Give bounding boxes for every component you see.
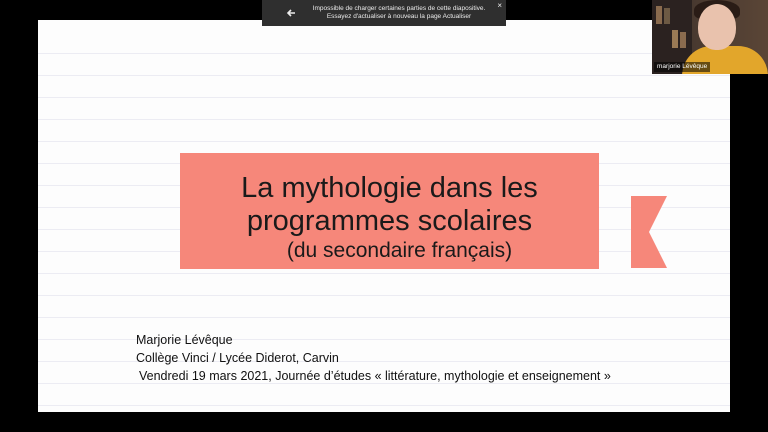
slide-title-line-1: La mythologie dans les — [241, 172, 538, 204]
back-arrow-icon[interactable] — [286, 8, 296, 18]
slide-credits — [136, 331, 611, 385]
ribbon-right-tail — [631, 196, 667, 268]
slide-title-line-2: programmes scolaires — [246, 205, 533, 237]
event-line: Vendredi 19 mars 2021, Journée d’études « littérature, mythologie et enseignement » — [139, 369, 611, 383]
close-icon[interactable]: × — [497, 1, 502, 10]
notification-line-1: Impossible de charger certaines parties de cette diapositive. — [312, 5, 486, 12]
notification-message — [304, 5, 494, 21]
author-name: Marjorie Lévêque — [136, 333, 233, 347]
slide-subtitle: (du secondaire français) — [286, 239, 513, 262]
participant-name-label: marjorie Lévêque — [654, 62, 710, 72]
notification-line-2: Essayez d'actualiser à nouveau la page Actualiser — [326, 13, 472, 20]
webcam-thumbnail[interactable] — [652, 0, 768, 74]
load-error-notification — [262, 0, 506, 26]
title-ribbon — [180, 153, 599, 269]
participant-face — [698, 4, 736, 50]
affiliation: Collège Vinci / Lycée Diderot, Carvin — [136, 351, 339, 365]
